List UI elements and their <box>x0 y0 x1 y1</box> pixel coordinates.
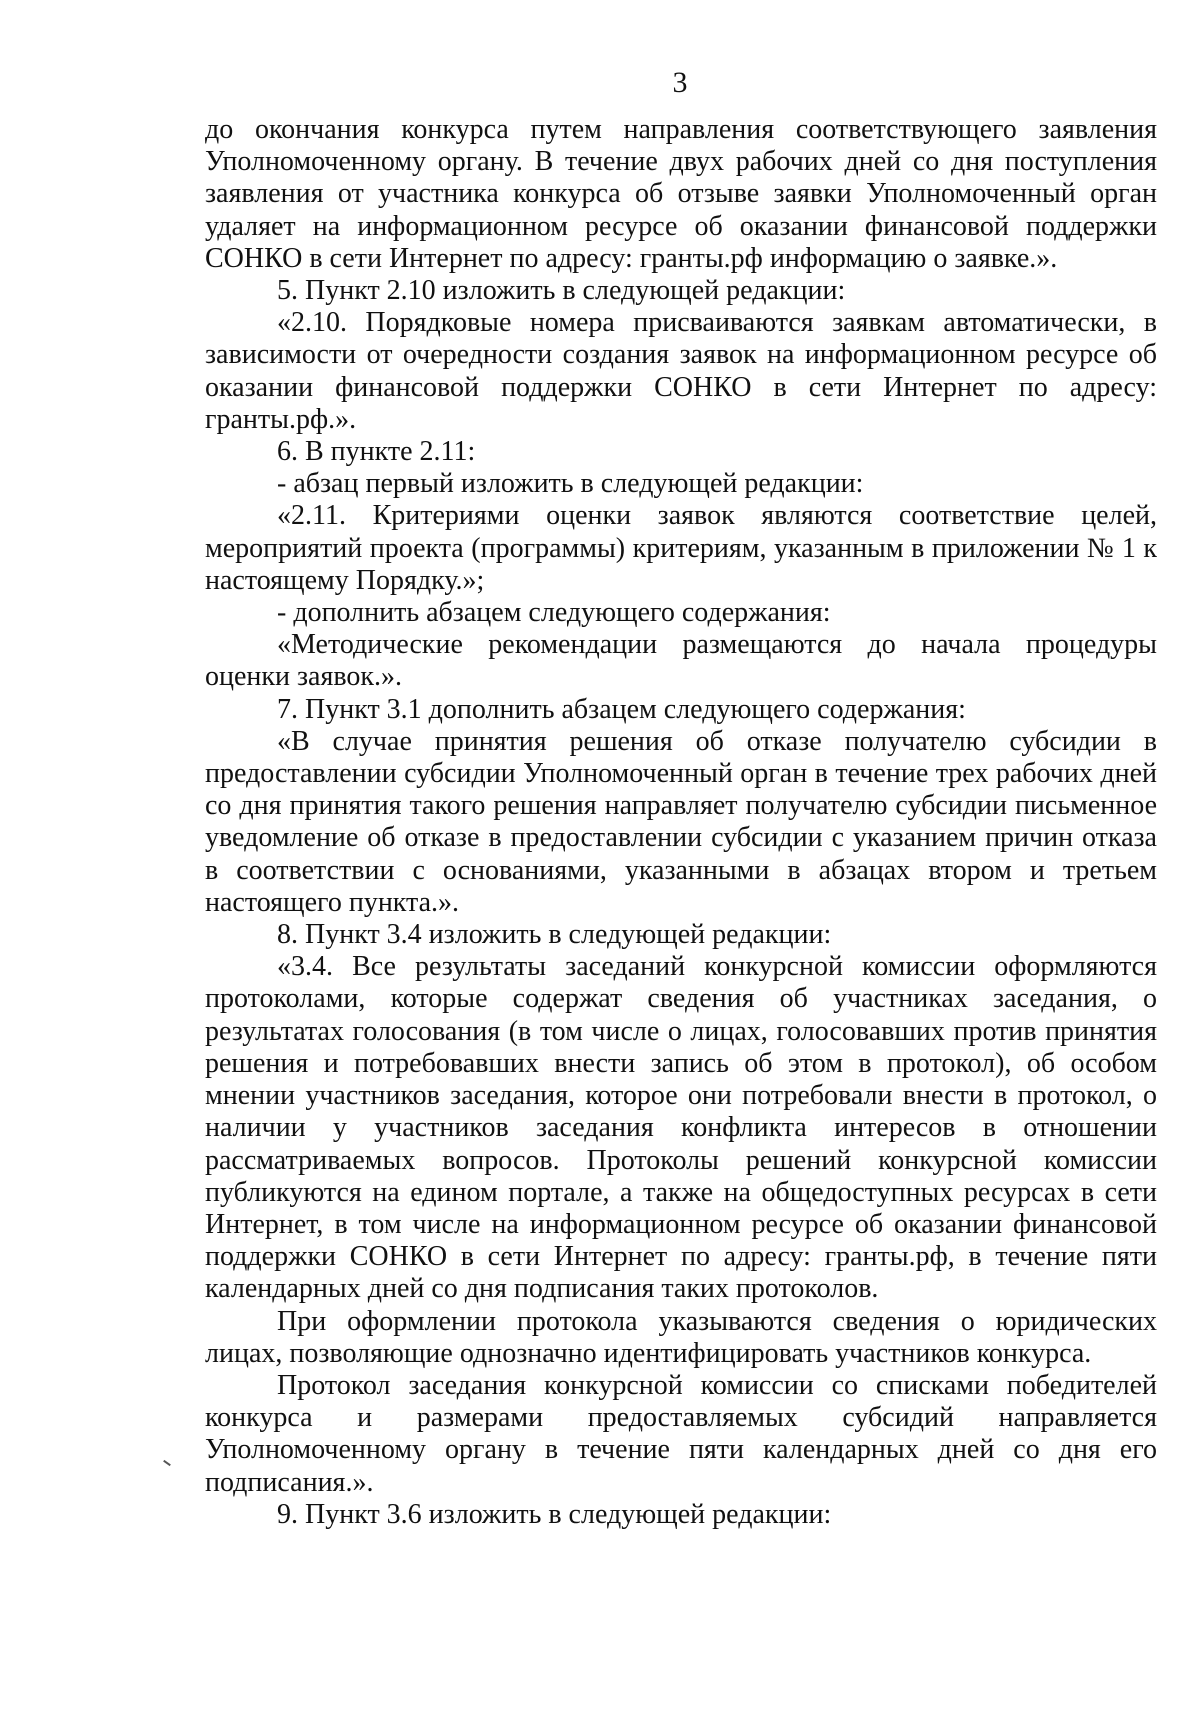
paragraph-quote-3-4: «3.4. Все результаты заседаний конкурсной комиссии оформляются протоколами, которые содержат сведения об участниках заседания, о результатах голосования (в том числе о лицах, голосовавших против принятия решения и потребовавших внести запись об этом в протокол), об особом мнении участников заседания, которое они потребовали внести в протокол, о наличии у участников заседания конфликта интересов в отношении рассматриваемых вопросов. Протоколы решений конкурсной комиссии публикуются на едином портале, а также на общедоступных ресурсах в сети Интернет, в том числе на информационном ресурсе об оказании финансовой поддержки СОНКО в сети Интернет по адресу: гранты.рф, в течение пяти календарных дней со дня подписания таких протоколов. <box>205 951 1157 1305</box>
paragraph-protocol-winners: Протокол заседания конкурсной комиссии со списками победителей конкурса и размерами предоставляемых субсидий направляется Уполномоченному органу в течение пяти календарных дней со дня его подписания.». <box>205 1369 1157 1498</box>
paragraph-protocol-info: При оформлении протокола указываются сведения о юридических лицах, позволяющие однозначно идентифицировать участников конкурса. <box>205 1305 1157 1369</box>
paragraph-item-7: 7. Пункт 3.1 дополнить абзацем следующего содержания: <box>277 693 966 725</box>
paragraph-item-6: 6. В пункте 2.11: <box>277 436 476 468</box>
paragraph-item-9: 9. Пункт 3.6 изложить в следующей редакции: <box>277 1498 832 1530</box>
paragraph-quote-3-1: «В случае принятия решения об отказе получателю субсидии в предоставлении субсидии Уполномоченный орган в течение трех рабочих дней со дня принятия такого решения направляет получателю субсидии письменное уведомление об отказе в предоставлении субсидии с указанием причин отказа в соответствии с основаниями, указанными в абзацах втором и третьем настоящего пункта.». <box>205 725 1157 918</box>
paragraph-quote-methodical: «Методические рекомендации размещаются до начала процедуры оценки заявок.». <box>205 629 1157 693</box>
page-number: 3 <box>672 66 688 99</box>
paragraph-item-8: 8. Пункт 3.4 изложить в следующей редакции: <box>277 919 832 951</box>
paragraph-item-6-sub-2: - дополнить абзацем следующего содержания: <box>277 597 831 629</box>
document-body <box>205 114 1157 1531</box>
paragraph-quote-2-11: «2.11. Критериями оценки заявок являются соответствие целей, мероприятий проекта (программы) критериям, указанным в приложении № 1 к настоящему Порядку.»; <box>205 500 1157 596</box>
scan-mark <box>163 1460 171 1466</box>
paragraph-item-6-sub-1: - абзац первый изложить в следующей редакции: <box>277 468 864 500</box>
paragraph-quote-2-10: «2.10. Порядковые номера присваиваются заявкам автоматически, в зависимости от очередности создания заявок на информационном ресурсе об оказании финансовой поддержки СОНКО в сети Интернет по адресу: гранты.рф.». <box>205 307 1157 435</box>
paragraph-continuation: до окончания конкурса путем направления соответствующего заявления Уполномоченному органу. В течение двух рабочих дней со дня поступления заявления от участника конкурса об отзыве заявки Уполномоченный орган удаляет на информационном ресурсе об оказании финансовой поддержки СОНКО в сети Интернет по адресу: гранты.рф информацию о заявке.». <box>205 114 1157 274</box>
paragraph-item-5: 5. Пункт 2.10 изложить в следующей редакции: <box>277 275 846 307</box>
